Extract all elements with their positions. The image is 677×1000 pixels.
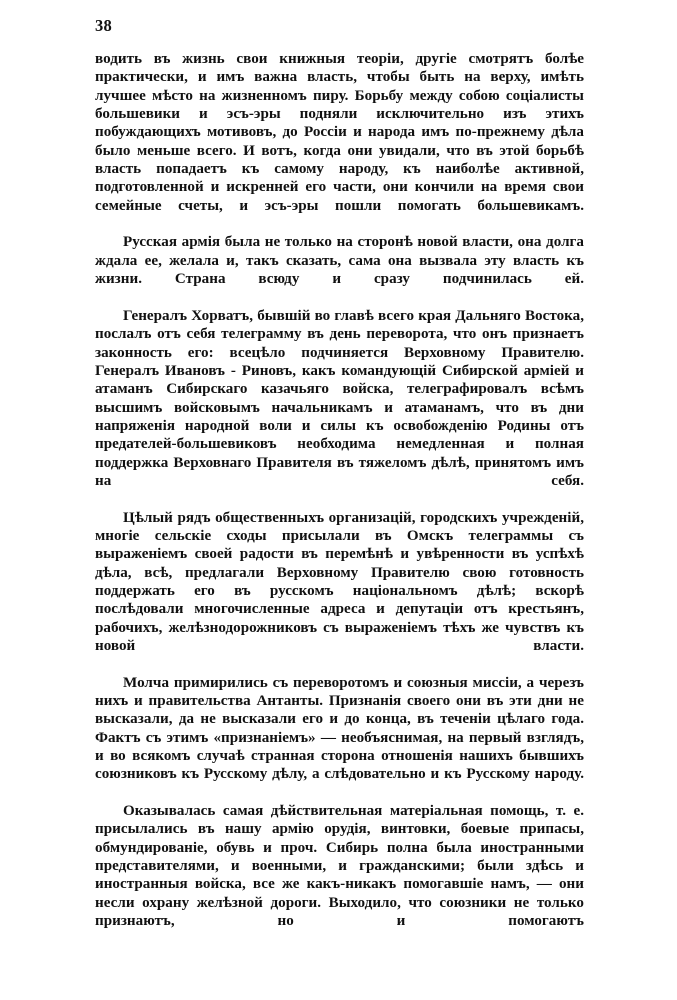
- paragraph: Генералъ Хорватъ, бывшій во главѣ всего края Дальняго Востока, послалъ отъ себя телеграмму въ день переворота, что онъ признаетъ законность его: всецѣло подчиняется Верховному Правителю. Генералъ Ивановъ - Риновъ, какъ командующій Сибирской арміей и атаманъ Сибирскаго казачьяго войска, телеграфировалъ всѣмъ высшимъ войсковымъ начальникамъ и атаманамъ, что въ дни напряженія народной воли и силы къ освобожденію Родины отъ предателей-большевиковъ необходима немедленная и полная поддержка Верховнаго Правителя въ тяжеломъ дѣлѣ, принятомъ имъ на себя.: [95, 307, 584, 489]
- paragraph: Молча примирились съ переворотомъ и союзныя миссіи, а черезъ нихъ и правительства Антанты. Признанія своего они въ эти дни не высказали, да не высказали его и до конца, въ теченіи цѣлаго года. Фактъ съ этимъ «признаніемъ» — необъяснимая, на первый взглядъ, и во всякомъ случаѣ странная сторона отношенія нашихъ бывшихъ союзниковъ къ Русскому дѣлу, а слѣдовательно и къ Русскому народу.: [95, 674, 584, 783]
- paragraph: Оказывалась самая дѣйствительная матеріальная помощь, т. е. присылались въ нашу армію орудія, винтовки, боевые припасы, обмундированіе, обувь и проч. Сибирь полна была иностранными представителями, и военными, и гражданскими; были здѣсь и иностранныя войска, все же какъ-никакъ помогавшіе намъ, — они несли охрану желѣзной дороги. Выходило, что союзники не только признаютъ, но и помогаютъ: [95, 803, 584, 930]
- page-number: 38: [95, 16, 113, 35]
- body-text-block: [95, 50, 584, 949]
- paragraph: водить въ жизнь свои книжныя теоріи, другіе смотрятъ болѣе практически, и имъ важна власть, чтобы быть на верху, имѣть лучшее мѣсто на жизненномъ пиру. Борьбу между собою соціалисты большевики и эсъ-эры подняли исключительно изъ этихъ побуждающихъ мотивовъ, до Россіи и народа имъ по-прежнему дѣла было меньше всего. И вотъ, когда они увидали, что въ этой борьбѣ власть попадаетъ къ самому народу, къ наиболѣе активной, подготовленной и искренней его части, они кончили на время свои семейные счеты, и эсъ-эры пошли помогать большевикамъ.: [95, 51, 584, 214]
- paragraph: Цѣлый рядъ общественныхъ организацій, городскихъ учрежденій, многіе сельскіе сходы присылали въ Омскъ телеграммы съ выраженіемъ своей радости въ перемѣнѣ и увѣренности въ успѣхѣ дѣла, всѣ, предлагали Верховному Правителю свою готовность поддержать его въ русскомъ національномъ дѣлѣ; вскорѣ послѣдовали многочисленные адреса и депутаціи отъ крестьянъ, рабочихъ, желѣзнодорожниковъ съ выраженіемъ тѣхъ же чувствъ къ новой власти.: [95, 509, 584, 654]
- paragraph: Русская армія была не только на сторонѣ новой власти, она долга ждала ее, желала и, такъ сказать, сама она вызвала эту власть къ жизни. Страна всюду и сразу подчинилась ей.: [95, 234, 584, 288]
